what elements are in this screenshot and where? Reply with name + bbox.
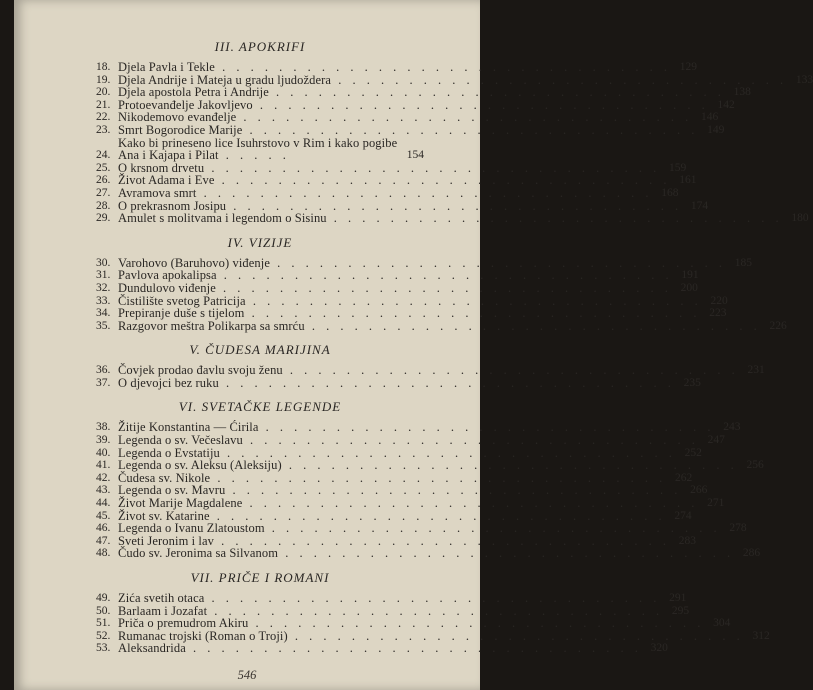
leader-dots: . . . . . (218, 148, 290, 163)
entry-page: 231 (747, 364, 765, 377)
entry-number: 38. (96, 421, 111, 434)
entry-page: 185 (734, 256, 752, 269)
entry-number: 36. (96, 364, 111, 377)
entry-number: 47. (96, 534, 111, 547)
entry-number: 42. (96, 471, 111, 484)
toc-entry (96, 211, 809, 226)
entry-title (118, 212, 783, 225)
leader-dots: . . . . . . . . . . . . . . . . . . . . . . . . . . . . . . . . (287, 628, 744, 643)
entry-title-text: Dundulovo viđenje (118, 280, 216, 295)
entry-title-text: Amulet s molitvama i legendom o Sisinu (118, 211, 327, 226)
entry-number: 33. (96, 294, 111, 307)
leader-dots: . . . . . . . . . . . . . . . . . . . . . . . . . . . . . . . . (248, 616, 705, 631)
toc-entry (96, 641, 668, 656)
entry-page: 174 (690, 199, 709, 212)
entry-number: 24. (96, 149, 111, 162)
entry-title-text: O prekrasnom Josipu (118, 198, 227, 213)
entry-title-text: Zića svetih otaca (118, 591, 205, 605)
entry-page: 129 (679, 61, 697, 73)
leader-dots: . . . . . . . . . . . . . . . . . . . . . . . . . . . . . . . . (225, 483, 682, 498)
entry-number: 34. (96, 307, 111, 320)
entry-number: 32. (96, 281, 111, 294)
entry-number: 35. (96, 319, 111, 332)
entry-title-text: Legenda o sv. Aleksu (Aleksiju) (118, 458, 282, 473)
entry-page: 149 (707, 123, 725, 136)
leader-dots: . . . . . . . . . . . . . . . . . . . . . . . . . . . . . . . . (269, 255, 726, 270)
entry-number: 30. (96, 256, 111, 269)
entry-page: 191 (681, 269, 699, 282)
entry-number: 23. (96, 123, 111, 136)
leader-dots: . . . . . . . . . . . . . . . . . . . . . . . . . . . . . . . . (258, 420, 715, 435)
leader-dots: . . . . . . . . . . . . . . . . . . . . . . . . . . . . . . . . (281, 458, 738, 473)
entry-page: 168 (661, 186, 679, 199)
entry-title-text: Legenda o sv. Mavru (118, 483, 226, 498)
entry-page: 283 (678, 534, 696, 547)
page-number: 546 (237, 668, 257, 682)
entry-title-text: Žitije Konstantina — Ćirila (118, 420, 259, 435)
leader-dots: . . . . . . . . . . . . . . . . . . . . . . . . . . . . . . . . (282, 363, 739, 378)
entry-number: 49. (96, 592, 111, 604)
entry-title-text: Sveti Jeronim i lav (118, 533, 214, 548)
entry-title-text: Avramova smrt (118, 185, 197, 200)
entry-page: 252 (684, 446, 702, 459)
entry-title-text: Čistilište svetog Patricija (118, 293, 246, 308)
entry-title-text: Prepiranje duše s tijelom (118, 306, 245, 321)
book-page (14, 0, 813, 690)
entry-page: 180 (791, 212, 809, 225)
entry-number: 50. (96, 604, 111, 617)
entry-title-text: Aleksandrida (118, 641, 186, 656)
entry-number: 21. (96, 98, 111, 111)
entry-title-text: Legenda o Ivanu Zlatoustom (118, 521, 265, 536)
entry-number: 44. (96, 497, 111, 510)
entry-title-text: Rumanac trojski (Roman o Troji) (118, 628, 288, 643)
entry-page: 161 (679, 174, 697, 187)
entry-title (118, 320, 761, 333)
entry-number: 45. (96, 509, 111, 522)
entry-title (118, 137, 398, 162)
entry-page: 138 (733, 86, 751, 99)
leader-dots: . . . . . . . . . . . . . . . . . . . . . . . . . . . . . . . . (209, 508, 666, 523)
entry-number: 22. (96, 111, 111, 124)
entry-page: 247 (707, 434, 725, 447)
entry-page: 271 (707, 497, 725, 510)
entry-title-text: Smrt Bogorodice Marije (118, 122, 243, 137)
entry-page: 266 (690, 484, 708, 497)
entry-page: 220 (710, 294, 728, 307)
entry-number: 27. (96, 186, 111, 199)
leader-dots: . . . . . . . . . . . . . . . . . . . . . . . . . . . . . . . . (204, 160, 661, 175)
leader-dots: . . . . . . . . . . . . . . . . . . . . . . . . . . . . . . . . (264, 521, 721, 536)
leader-dots: . . . . . . . . . . . . . . . . . . . . . . . . . . . . . . . . (278, 546, 735, 561)
entry-number: 29. (96, 212, 111, 225)
leader-dots: . . . . . . . . . . . . . . . . . . . . . . . . . . . . . . . . (185, 641, 642, 656)
entry-title-text: Priča o premudrom Akiru (118, 616, 249, 631)
entry-page: 159 (668, 161, 687, 174)
entry-number: 53. (96, 642, 111, 655)
entry-title-text: Život Adama i Eve (118, 173, 215, 188)
section-title: V. ČUDESA MARIJINA (189, 342, 331, 358)
section-title: III. APOKRIFI (214, 39, 306, 54)
entry-number: 31. (96, 269, 111, 282)
entry-page: 320 (650, 642, 668, 655)
entry-title-text: Protoevanđelje Jakovljevo (118, 97, 253, 112)
entry-title-text: Djela Pavla i Tekle (118, 60, 215, 74)
leader-dots: . . . . . . . . . . . . . . . . . . . . . . . . . . . . . . . . (304, 318, 761, 333)
leader-dots: . . . . . . . . . . . . . . . . . . . . . . . . . . . . . . . . (210, 470, 667, 485)
entry-number: 52. (96, 629, 111, 642)
entry-title-text: Pavlova apokalipsa (118, 268, 217, 283)
entry-page: 142 (717, 98, 735, 111)
entry-page: 223 (709, 307, 727, 320)
entry-page: 291 (669, 592, 687, 604)
leader-dots: . . . . . . . . . . . . . . . . . . . . . . . . . . . . . . . . (214, 60, 671, 74)
entry-page: 133 (795, 73, 813, 86)
entry-page: 154 (406, 149, 424, 162)
leader-dots: . . . . . . . . . . . . . . . . . . . . . . . . . . . . . . . . (215, 280, 672, 295)
entry-title-text: O krsnom drvetu (118, 160, 205, 175)
entry-title-text: Život Marije Magdalene (118, 496, 243, 511)
entry-title-text: Razgovor meštra Polikarpa sa smrću (118, 318, 305, 333)
entry-number: 18. (96, 61, 111, 73)
leader-dots: . . . . . . . . . . . . . . . . . . . . . . . . . . . . . . . . (219, 445, 676, 460)
entry-page: 146 (701, 111, 719, 124)
entry-number: 40. (96, 446, 111, 459)
leader-dots: . . . . . . . . . . . . . . . . . . . . . . . . . . . . . . . . (214, 173, 671, 188)
entry-number: 20. (96, 86, 111, 99)
leader-dots: . . . . . . . . . . . . . . . . . . . . . . . . . . . . . . . . (242, 496, 699, 511)
entry-title-text: Život sv. Katarine (118, 508, 210, 523)
entry-number: 28. (96, 199, 111, 212)
leader-dots: . . . . . . . . . . . . . . . . . . . . . . . . . . . . . . . . (252, 97, 709, 112)
entry-number: 39. (96, 434, 111, 447)
table-of-contents (96, 38, 813, 656)
entry-page: 278 (729, 522, 747, 535)
entry-title-text: Čudo sv. Jeronima sa Silvanom (118, 546, 279, 561)
leader-dots: . . . . . . . . . . . . . . . . . . . . . . . . . . . . . . . . (268, 85, 725, 100)
toc-entry (96, 137, 424, 162)
toc-entry (96, 546, 761, 561)
entry-number: 41. (96, 459, 111, 472)
leader-dots: . . . . . . . . . . . . . . . . . . . . . . . . . . . . . . . . (216, 268, 673, 283)
section-title: VI. SVETAČKE LEGENDE (178, 399, 342, 415)
entry-number: 26. (96, 174, 111, 187)
entry-title-text: Barlaam i Jozafat (118, 603, 208, 618)
leader-dots: . . . . . . . . . . . . . . . . . . . . . . . . . . . . . . . . (204, 591, 661, 605)
leader-dots: . . . . . . . . . . . . . . . . . . . . . . . . . . . . . . . . (236, 110, 693, 125)
entry-title (118, 642, 642, 655)
entry-page: 235 (683, 376, 701, 389)
entry-number: 19. (96, 73, 111, 86)
entry-number: 25. (96, 161, 111, 174)
entry-title (118, 377, 675, 390)
entry-title-text: Nikodemovo evanđelje (118, 110, 237, 125)
entry-page: 312 (752, 629, 770, 642)
entry-page: 295 (671, 604, 690, 617)
entry-page: 274 (674, 509, 692, 522)
leader-dots: . . . . . . . . . . . . . . . . . . . . . . . . . . . . . . . . (326, 211, 783, 226)
toc-entry (96, 318, 787, 333)
entry-title-text: Kako bi prineseno lice Isuhrstovo v Rim i kako pogibe Ana i Kajapa i Pilat (118, 135, 398, 163)
leader-dots: . . . . . . . . . . . . . . . . . . . . . . . . . . . . . . . . (331, 72, 788, 87)
section-title: IV. VIZIJE (227, 234, 293, 250)
entry-title-text: Legenda o sv. Večeslavu (118, 433, 243, 448)
section-title: VII. PRIČE I ROMANI (190, 570, 330, 585)
entry-page: 262 (674, 471, 693, 484)
leader-dots: . . . . . . . . . . . . . . . . . . . . . . . . . . . . . . . . (244, 306, 701, 321)
entry-title-text: Legenda o Evstatiju (118, 445, 220, 460)
entry-number: 51. (96, 617, 111, 630)
leader-dots: . . . . . . . . . . . . . . . . . . . . . . . . . . . . . . . . (214, 533, 670, 548)
entry-page: 243 (723, 421, 741, 434)
entry-number: 43. (96, 484, 111, 497)
entry-number: 37. (96, 376, 111, 389)
entry-title (118, 547, 734, 560)
leader-dots: . . . . . . . . . . . . . . . . . . . . . . . . . . . . . . . . (242, 433, 699, 448)
entry-page: 286 (742, 547, 761, 560)
leader-dots: . . . . . . . . . . . . . . . . . . . . . . . . . . . . . . . . (207, 603, 664, 618)
leader-dots: . . . . . . . . . . . . . . . . . . . . . . . . . . . . . . . . (218, 375, 675, 390)
entry-title-text: Čovjek prodao đavlu svoju ženu (118, 363, 283, 378)
entry-title-text: Djela Andrije i Mateja u gradu ljudoždera (118, 72, 332, 87)
entry-title-text: Varohovo (Baruhovo) viđenje (118, 255, 270, 270)
entry-number: 48. (96, 547, 111, 560)
entry-page: 200 (680, 281, 698, 294)
entry-page: 304 (713, 617, 731, 630)
entry-title-text: Čudesa sv. Nikole (118, 470, 211, 485)
entry-title-text: O djevojci bez ruku (118, 375, 219, 390)
leader-dots: . . . . . . . . . . . . . . . . . . . . . . . . . . . . . . . . (196, 185, 653, 200)
entry-number: 46. (96, 522, 111, 535)
entry-title-text: Djela apostola Petra i Andrije (118, 85, 269, 100)
leader-dots: . . . . . . . . . . . . . . . . . . . . . . . . . . . . . . . . (226, 198, 683, 213)
leader-dots: . . . . . . . . . . . . . . . . . . . . . . . . . . . . . . . . (245, 293, 702, 308)
toc-entry (96, 375, 701, 390)
leader-dots: . . . . . . . . . . . . . . . . . . . . . . . . . . . . . . . . (242, 122, 699, 137)
entry-page: 256 (746, 459, 764, 472)
entry-page: 226 (769, 319, 787, 332)
